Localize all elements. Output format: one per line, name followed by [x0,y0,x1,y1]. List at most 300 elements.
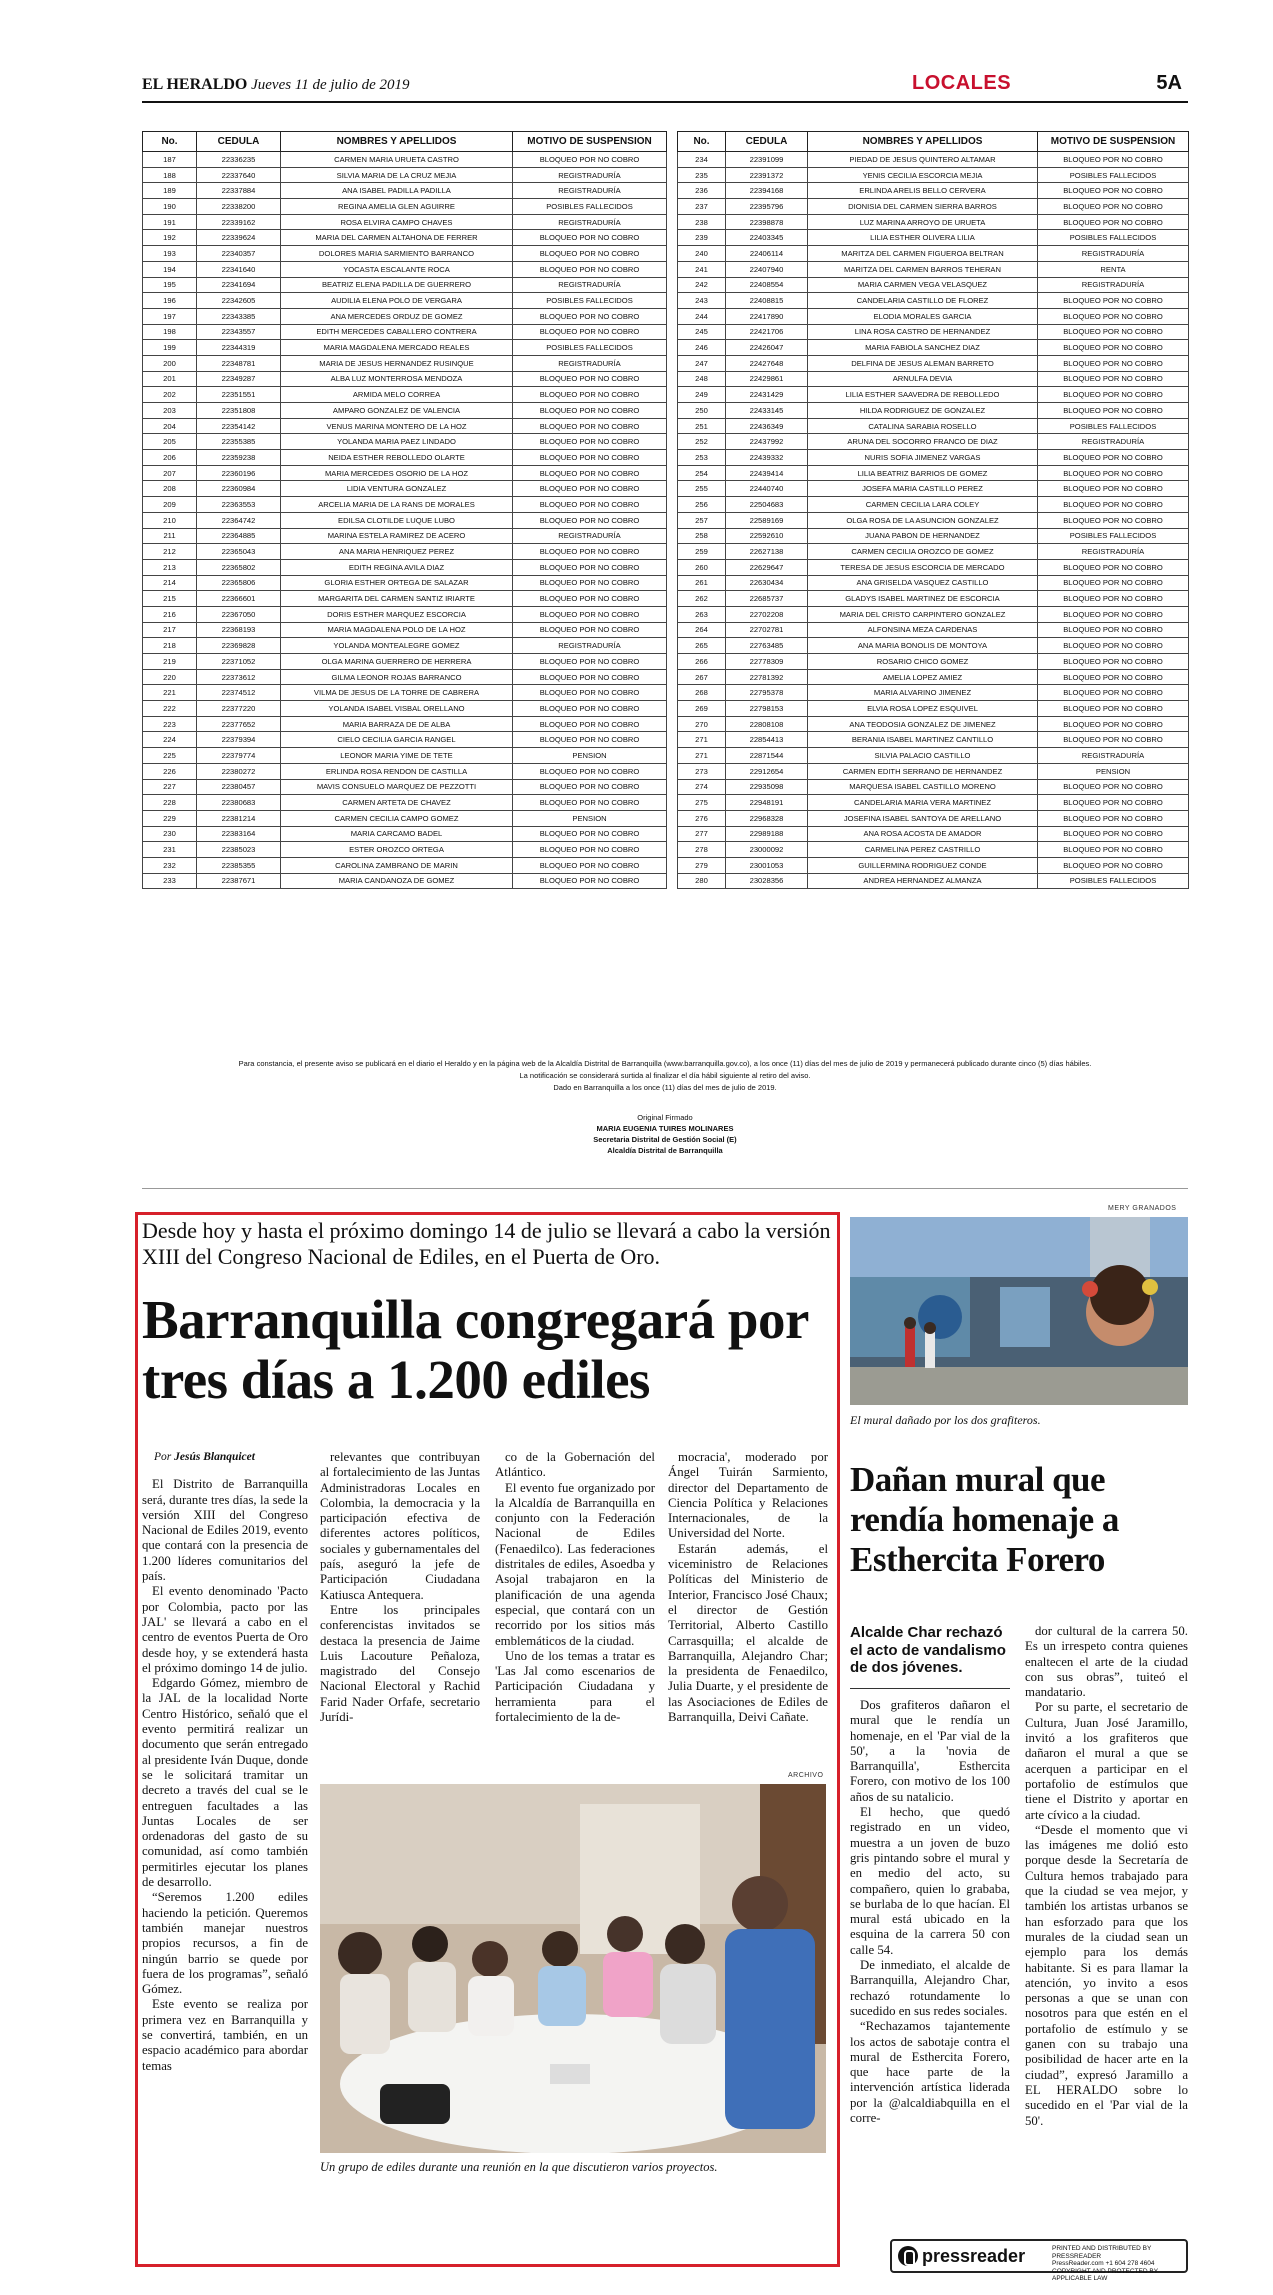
table-cell: GILMA LEONOR ROJAS BARRANCO [281,669,513,685]
table-cell: MARIA ALVARINO JIMENEZ [808,685,1038,701]
page-number: 5A [1156,72,1182,94]
table-cell: LILIA ESTHER OLIVERA LILIA [808,230,1038,246]
header-rule [142,101,1188,103]
table-cell: 22426047 [726,340,808,356]
table-cell: MARIA DEL CARMEN ALTAHONA DE FERRER [281,230,513,246]
table-cell: 250 [678,403,726,419]
table-cell: BLOQUEO POR NO COBRO [513,857,667,873]
table-cell: 22380683 [197,795,281,811]
table-cell: 22398878 [726,214,808,230]
table-cell: 22391372 [726,167,808,183]
table-cell: REGISTRADURÍA [1038,434,1189,450]
table-cell: BLOQUEO POR NO COBRO [1038,779,1189,795]
table-cell: POSIBLES FALLECIDOS [513,199,667,215]
table-row [143,826,667,842]
table-row [143,606,667,622]
table-cell: BLOQUEO POR NO COBRO [513,418,667,434]
table-cell: ANDREA HERNANDEZ ALMANZA [808,873,1038,889]
table-cell: MARIA MAGDALENA MERCADO REALES [281,340,513,356]
table-cell: BLOQUEO POR NO COBRO [513,779,667,795]
table-cell: 271 [678,732,726,748]
table-cell: YOLANDA MONTEALEGRE GOMEZ [281,638,513,654]
article-column-2 [320,1450,480,1725]
table-cell: 268 [678,685,726,701]
table-cell: 227 [143,779,197,795]
table-cell: BLOQUEO POR NO COBRO [513,246,667,262]
table-row [678,246,1189,262]
table-cell: POSIBLES FALLECIDOS [1038,528,1189,544]
table-row [143,763,667,779]
table-cell: 22383164 [197,826,281,842]
table-cell: REGISTRADURÍA [1038,246,1189,262]
article-paragraph: dor cultural de la carrera 50. Es un irrespeto contra quienes enaltecen el arte de la ciudad con sus obras”, tuiteó el mandatario. [1025,1624,1188,1700]
table-row [678,826,1189,842]
table-row [143,873,667,889]
table-cell: 22365806 [197,575,281,591]
table-row [678,308,1189,324]
table-cell: 226 [143,763,197,779]
section-name: LOCALES [912,72,1012,94]
table-row [678,575,1189,591]
table-cell: 201 [143,371,197,387]
table-cell: BLOQUEO POR NO COBRO [513,434,667,450]
table-row [143,183,667,199]
table-cell: 215 [143,591,197,607]
table-cell: JOSEFINA ISABEL SANTOYA DE ARELLANO [808,810,1038,826]
table-cell: 198 [143,324,197,340]
table-cell: EDITH MERCEDES CABALLERO CONTRERA [281,324,513,340]
table-cell: BLOQUEO POR NO COBRO [513,575,667,591]
column-header: MOTIVO DE SUSPENSION [1038,132,1189,152]
table-cell: 271 [678,748,726,764]
table-cell: 22387671 [197,873,281,889]
table-cell: 279 [678,857,726,873]
table-row [678,355,1189,371]
article-paragraph: Por su parte, el secretario de Cultura, Juan José Jaramillo, invitó a los grafiteros que dañaron el mural a que se acerquen a participar en el portafolio de estímulos que tiene el Distrito y aportar en arte cívico a la ciudad. [1025,1700,1188,1822]
table-row [678,261,1189,277]
table-cell: 22336235 [197,152,281,168]
table-cell: BEATRIZ ELENA PADILLA DE GUERRERO [281,277,513,293]
table-row [678,763,1189,779]
table-cell: 237 [678,199,726,215]
table-row [678,669,1189,685]
table-cell: REGISTRADURÍA [513,214,667,230]
table-row [143,450,667,466]
table-cell: BLOQUEO POR NO COBRO [1038,199,1189,215]
table-cell: JUANA PABON DE HERNANDEZ [808,528,1038,544]
table-cell: 214 [143,575,197,591]
table-cell: CARMELINA PEREZ CASTRILLO [808,842,1038,858]
suspension-table-right [677,131,1189,889]
section-divider [142,1188,1188,1189]
table-cell: 22439332 [726,450,808,466]
table-cell: 274 [678,779,726,795]
table-cell: BLOQUEO POR NO COBRO [513,716,667,732]
table-row [143,497,667,513]
deck-rule [850,1688,1010,1689]
table-cell: 246 [678,340,726,356]
table-cell: VENUS MARINA MONTERO DE LA HOZ [281,418,513,434]
table-row [678,559,1189,575]
table-cell: 244 [678,308,726,324]
table-cell: BLOQUEO POR NO COBRO [1038,622,1189,638]
table-cell: LINA ROSA CASTRO DE HERNANDEZ [808,324,1038,340]
table-cell: 22763485 [726,638,808,654]
table-row [678,654,1189,670]
column-header: NOMBRES Y APELLIDOS [808,132,1038,152]
table-cell: 22385023 [197,842,281,858]
table-row [678,167,1189,183]
notice-line: Dado en Barranquilla a los once (11) días del mes de julio de 2019. [553,1083,777,1092]
table-row [678,371,1189,387]
table-row [678,199,1189,215]
table-cell: DIONISIA DEL CARMEN SIERRA BARROS [808,199,1038,215]
table-cell: 22627138 [726,544,808,560]
table-cell: AMPARO GONZALEZ DE VALENCIA [281,403,513,419]
table-cell: BLOQUEO POR NO COBRO [1038,685,1189,701]
table-cell: 22589169 [726,512,808,528]
table-cell: BLOQUEO POR NO COBRO [1038,810,1189,826]
table-row [143,779,667,795]
table-cell: 22354142 [197,418,281,434]
column-header: CEDULA [197,132,281,152]
table-cell: 22364742 [197,512,281,528]
table-cell: 242 [678,277,726,293]
table-cell: ALFONSINA MEZA CARDENAS [808,622,1038,638]
table-cell: 220 [143,669,197,685]
table-cell: 22421706 [726,324,808,340]
table-cell: GUILLERMINA RODRIGUEZ CONDE [808,857,1038,873]
article-kicker: Desde hoy y hasta el próximo domingo 14 de julio se llevará a cabo la versión XIII del Congreso Nacional de Ediles, en el Puerta de Oro. [142,1218,831,1269]
table-cell: 267 [678,669,726,685]
table-cell: BLOQUEO POR NO COBRO [513,559,667,575]
table-row [678,701,1189,717]
table-cell: 22373612 [197,669,281,685]
table-cell: 22989188 [726,826,808,842]
table-row [678,685,1189,701]
table-cell: 277 [678,826,726,842]
table-cell: NURIS SOFIA JIMENEZ VARGAS [808,450,1038,466]
table-cell: 22366601 [197,591,281,607]
table-cell: 207 [143,465,197,481]
table-row [143,261,667,277]
byline-author: Jesús Blanquicet [174,1451,255,1463]
table-cell: NEIDA ESTHER REBOLLEDO OLARTE [281,450,513,466]
table-cell: 22349287 [197,371,281,387]
table-cell: 22854413 [726,732,808,748]
table-cell: 22360984 [197,481,281,497]
table-cell: 22781392 [726,669,808,685]
table-cell: 210 [143,512,197,528]
table-cell: 245 [678,324,726,340]
column-header: CEDULA [726,132,808,152]
table-row [678,779,1189,795]
table-cell: BLOQUEO POR NO COBRO [1038,371,1189,387]
table-cell: BLOQUEO POR NO COBRO [513,591,667,607]
table-row [143,340,667,356]
table-cell: MARITZA DEL CARMEN BARROS TEHERAN [808,261,1038,277]
table-cell: ANA ROSA ACOSTA DE AMADOR [808,826,1038,842]
side-column-1 [850,1698,1010,2126]
table-cell: 23028356 [726,873,808,889]
table-cell: VILMA DE JESUS DE LA TORRE DE CABRERA [281,685,513,701]
table-cell: MAVIS CONSUELO MARQUEZ DE PEZZOTTI [281,779,513,795]
table-cell: BLOQUEO POR NO COBRO [513,152,667,168]
table-cell: BLOQUEO POR NO COBRO [1038,591,1189,607]
table-cell: 204 [143,418,197,434]
table-cell: ARNULFA DEVIA [808,371,1038,387]
table-row [678,387,1189,403]
table-cell: BLOQUEO POR NO COBRO [513,481,667,497]
table-cell: 22778309 [726,654,808,670]
table-cell: BLOQUEO POR NO COBRO [513,826,667,842]
table-cell: CANDELARIA MARIA VERA MARTINEZ [808,795,1038,811]
table-row [678,418,1189,434]
table-cell: 22339624 [197,230,281,246]
table-cell: 234 [678,152,726,168]
table-cell: BLOQUEO POR NO COBRO [1038,403,1189,419]
article-paragraph: El Distrito de Barranquilla será, durante tres días, la sede la versión XIII del Congreso Nacional de Ediles 2019, evento que contará con la presencia de 1.200 líderes comunitarios del país. [142,1477,308,1584]
table-cell: 229 [143,810,197,826]
table-cell: BLOQUEO POR NO COBRO [513,606,667,622]
table-cell: 22379774 [197,748,281,764]
byline-prefix: Por [154,1451,172,1463]
column-header: No. [143,132,197,152]
table-cell: 22431429 [726,387,808,403]
table-cell: 251 [678,418,726,434]
mural-photo [850,1217,1188,1405]
table-cell: BLOQUEO POR NO COBRO [513,763,667,779]
photo-caption: El mural dañado por los dos grafiteros. [850,1413,1041,1427]
table-cell: CARMEN CECILIA OROZCO DE GOMEZ [808,544,1038,560]
article-paragraph: relevantes que contribuyan al fortalecimiento de las Juntas Administradoras Locales en Colombia, la democracia y la participación efectiva de diferentes actores políticos, sociales y gubernamentales del país, aseguró la jefe de Participación Ciudadana Katiusca Antequera. [320,1450,480,1602]
article-paragraph: “Seremos 1.200 ediles haciendo la petición. Queremos también manejar nuestros propios recursos, a fin de ningún barrio se quede por fuera de los programas”, señaló Gómez. [142,1890,308,1997]
table-cell: 261 [678,575,726,591]
table-cell: 196 [143,293,197,309]
table-row [678,230,1189,246]
table-cell: ERLINDA ARELIS BELLO CERVERA [808,183,1038,199]
table-cell: BLOQUEO POR NO COBRO [1038,355,1189,371]
table-cell: BLOQUEO POR NO COBRO [513,450,667,466]
table-row [143,748,667,764]
table-cell: REGISTRADURÍA [513,167,667,183]
table-cell: 192 [143,230,197,246]
table-cell: POSIBLES FALLECIDOS [513,293,667,309]
table-cell: ANA MARIA BONOLIS DE MONTOYA [808,638,1038,654]
table-cell: BLOQUEO POR NO COBRO [513,403,667,419]
table-cell: 22406114 [726,246,808,262]
table-cell: 213 [143,559,197,575]
table-cell: BLOQUEO POR NO COBRO [513,654,667,670]
table-cell: 22377652 [197,716,281,732]
table-cell: 22408815 [726,293,808,309]
table-cell: BLOQUEO POR NO COBRO [1038,450,1189,466]
signed-label: Original Firmado [637,1113,693,1122]
table-cell: 22808108 [726,716,808,732]
meeting-illustration [320,1784,826,2153]
table-cell: 22380272 [197,763,281,779]
suspension-table-left [142,131,667,889]
table-cell: BLOQUEO POR NO COBRO [513,387,667,403]
table-cell: AUDILIA ELENA POLO DE VERGARA [281,293,513,309]
table-cell: DORIS ESTHER MARQUEZ ESCORCIA [281,606,513,622]
table-cell: CARMEN ARTETA DE CHAVEZ [281,795,513,811]
article-paragraph: co de la Gobernación del Atlántico. [495,1450,655,1480]
table-cell: 22364885 [197,528,281,544]
table-row [678,873,1189,889]
table-cell: YENIS CECILIA ESCORCIA MEJIA [808,167,1038,183]
table-row [678,622,1189,638]
table-cell: 228 [143,795,197,811]
table-cell: BLOQUEO POR NO COBRO [1038,152,1189,168]
mural-illustration [850,1217,1188,1405]
table-cell: 22337640 [197,167,281,183]
column-header: NOMBRES Y APELLIDOS [281,132,513,152]
table-cell: ANA ISABEL PADILLA PADILLA [281,183,513,199]
table-row [143,418,667,434]
column-header: No. [678,132,726,152]
table-row [143,716,667,732]
table-cell: LEONOR MARIA YIME DE TETE [281,748,513,764]
table-cell: CARMEN EDITH SERRANO DE HERNANDEZ [808,763,1038,779]
article-paragraph: De inmediato, el alcalde de Barranquilla, Alejandro Char, rechazó rotundamente lo sucedido en sus redes sociales. [850,1958,1010,2018]
table-cell: BLOQUEO POR NO COBRO [513,669,667,685]
table-cell: 22935098 [726,779,808,795]
table-row [143,152,667,168]
article-paragraph: El hecho, que quedó registrado en un video, muestra a un joven de buzo gris pintando sobre el mural y en medio del acto, su compañero, quien lo grababa, se burlaba de lo que hacían. El mural está ubicado en la esquina de la carrera 50 con calle 54. [850,1805,1010,1957]
table-cell: ERLINDA ROSA RENDON DE CASTILLA [281,763,513,779]
table-cell: 22348781 [197,355,281,371]
table-cell: 265 [678,638,726,654]
table-cell: 22385355 [197,857,281,873]
table-cell: 22367050 [197,606,281,622]
table-cell: 240 [678,246,726,262]
table-row [143,544,667,560]
table-cell: 188 [143,167,197,183]
pressreader-line: PRINTED AND DISTRIBUTED BY PRESSREADER [1052,2245,1152,2260]
issue-date: Jueves 11 de julio de 2019 [251,77,410,93]
table-cell: PENSION [513,748,667,764]
table-row [143,512,667,528]
table-row [678,528,1189,544]
table-cell: 248 [678,371,726,387]
table-cell: 276 [678,810,726,826]
table-cell: MARIA FABIOLA SANCHEZ DIAZ [808,340,1038,356]
table-cell: 209 [143,497,197,513]
table-cell: BLOQUEO POR NO COBRO [513,544,667,560]
table-row [143,214,667,230]
table-cell: CATALINA SARABIA ROSELLO [808,418,1038,434]
table-cell: REGISTRADURÍA [1038,748,1189,764]
table-cell: BLOQUEO POR NO COBRO [513,465,667,481]
table-cell: 208 [143,481,197,497]
table-cell: 22417890 [726,308,808,324]
table-cell: BLOQUEO POR NO COBRO [1038,481,1189,497]
table-cell: LIDIA VENTURA GONZALEZ [281,481,513,497]
table-cell: 218 [143,638,197,654]
table-row [678,716,1189,732]
table-cell: 22394168 [726,183,808,199]
article-column-4 [668,1450,828,1725]
table-cell: POSIBLES FALLECIDOS [1038,230,1189,246]
pressreader-badge [890,2239,1188,2282]
table-cell: LUZ MARINA ARROYO DE URUETA [808,214,1038,230]
table-row [678,606,1189,622]
pressreader-line: COPYRIGHT AND PROTECTED BY APPLICABLE LAW [1052,2267,1158,2282]
table-cell: BLOQUEO POR NO COBRO [1038,654,1189,670]
table-row [678,324,1189,340]
table-cell: ARCELIA MARIA DE LA RANS DE MORALES [281,497,513,513]
article-paragraph: Edgardo Gómez, miembro de la JAL de la localidad Norte Centro Histórico, señaló que el evento permitirá realizar un documento que serán entregado al presidente Iván Duque, donde se le solicitará tramitar un decreto a través del cual se le entreguen facultades a las Juntas Locales de ser ordenadoras del gasto de su comunidad, así como también permitirles ejecutar los planes de desarrollo. [142,1676,308,1890]
table-row [678,152,1189,168]
table-cell: 22371052 [197,654,281,670]
table-row [678,450,1189,466]
table-cell: 23000092 [726,842,808,858]
table-cell: 193 [143,246,197,262]
table-cell: 22429861 [726,371,808,387]
signer-office: Alcaldía Distrital de Barranquilla [607,1146,723,1155]
table-cell: POSIBLES FALLECIDOS [1038,167,1189,183]
table-cell: 225 [143,748,197,764]
table-cell: 22377220 [197,701,281,717]
table-cell: 252 [678,434,726,450]
table-cell: AMELIA LOPEZ AMIEZ [808,669,1038,685]
table-row [143,465,667,481]
table-cell: 22341640 [197,261,281,277]
table-cell: BLOQUEO POR NO COBRO [1038,293,1189,309]
table-cell: BLOQUEO POR NO COBRO [1038,732,1189,748]
table-row [678,183,1189,199]
table-cell: REGISTRADURÍA [513,355,667,371]
table-cell: 257 [678,512,726,528]
table-row [678,544,1189,560]
table-cell: BLOQUEO POR NO COBRO [1038,340,1189,356]
table-cell: 241 [678,261,726,277]
table-cell: 187 [143,152,197,168]
table-cell: BLOQUEO POR NO COBRO [513,873,667,889]
table-cell: 260 [678,559,726,575]
table-row [143,277,667,293]
table-cell: 22359238 [197,450,281,466]
table-cell: 211 [143,528,197,544]
table-cell: 22408554 [726,277,808,293]
table-cell: BLOQUEO POR NO COBRO [1038,559,1189,575]
table-row [678,497,1189,513]
table-cell: 217 [143,622,197,638]
table-cell: 22795378 [726,685,808,701]
table-cell: 232 [143,857,197,873]
article-headline: Barranquilla congregará por tres días a 1.200 ediles [142,1289,808,1410]
table-cell: 221 [143,685,197,701]
column-header: MOTIVO DE SUSPENSION [513,132,667,152]
table-cell: 22365802 [197,559,281,575]
table-row [143,434,667,450]
table-cell: 22504683 [726,497,808,513]
table-cell: DOLORES MARIA SARMIENTO BARRANCO [281,246,513,262]
table-cell: 22427648 [726,355,808,371]
table-cell: 256 [678,497,726,513]
table-row [143,324,667,340]
table-cell: 238 [678,214,726,230]
table-cell: 231 [143,842,197,858]
table-cell: 249 [678,387,726,403]
table-cell: ALBA LUZ MONTERROSA MENDOZA [281,371,513,387]
table-cell: ARUNA DEL SOCORRO FRANCO DE DIAZ [808,434,1038,450]
table-row [678,748,1189,764]
table-row [143,622,667,638]
table-cell: CIELO CECILIA GARCIA RANGEL [281,732,513,748]
table-cell: 22355385 [197,434,281,450]
